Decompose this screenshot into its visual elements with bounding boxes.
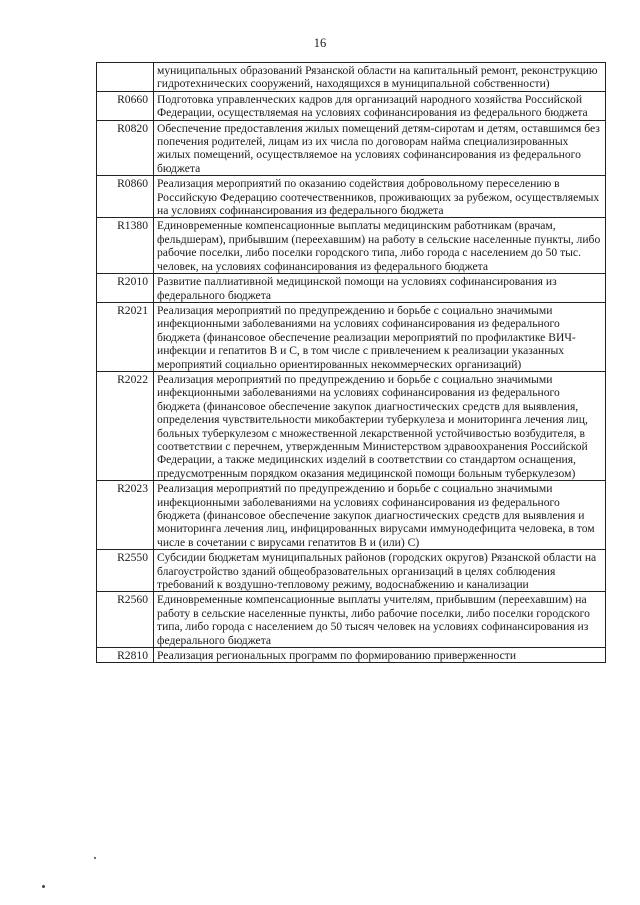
row-description: Реализация мероприятий по предупреждению и борьбе с социально значимыми инфекционными заболеваниями на условиях софинансирования из федерального бюджета (финансовое обеспечение закупок диагностических средств для выявления и мониторинга лечения лиц, инфицированных вирусами иммунодефицита человека, в том числе в сочетании с вирусами гепатитов В и (или) С) bbox=[154, 481, 606, 550]
table-row bbox=[97, 218, 606, 274]
row-code: R2021 bbox=[97, 302, 154, 371]
row-description: Подготовка управленческих кадров для организаций народного хозяйства Российской Федерации, осуществляемая на условиях софинансирования из федерального бюджета bbox=[154, 91, 606, 120]
table-row bbox=[97, 274, 606, 303]
row-code: R2022 bbox=[97, 371, 154, 480]
row-code: R0860 bbox=[97, 176, 154, 218]
row-description: Единовременные компенсационные выплаты медицинским работникам (врачам, фельдшерам), прибывшим (переехавшим) на работу в сельские населенные пункты, либо рабочие поселки, либо поселки городского типа, либо города с населением до 50 тыс. человек, на условиях софинансирования из федерального бюджета bbox=[154, 218, 606, 274]
table-row bbox=[97, 91, 606, 120]
row-code: R2023 bbox=[97, 481, 154, 550]
scan-speck bbox=[94, 857, 96, 859]
row-description: Реализация региональных программ по формированию приверженности bbox=[154, 648, 606, 663]
table-row bbox=[97, 120, 606, 176]
table-row bbox=[97, 592, 606, 648]
row-description: муниципальных образований Рязанской области на капитальный ремонт, реконструкцию гидротехнических сооружений, находящихся в муниципальной собственности) bbox=[154, 63, 606, 92]
table-row bbox=[97, 481, 606, 550]
row-code: R2010 bbox=[97, 274, 154, 303]
table-row bbox=[97, 63, 606, 92]
row-description: Реализация мероприятий по предупреждению и борьбе с социально значимыми инфекционными заболеваниями на условиях софинансирования из федерального бюджета (финансовое обеспечение закупок диагностических средств для выявления, определения чувствительности микобактерии туберкулеза и мониторинга лечения лиц, больных туберкулезом с множественной лекарственной устойчивостью возбудителя, в соответствии с перечнем, утвержденным Министерством здравоохранения Российской Федерации, а также медицинских изделий в соответствии со стандартом оснащения, предусмотренным порядком оказания медицинской помощи больным туберкулезом) bbox=[154, 371, 606, 480]
scan-speck bbox=[42, 885, 45, 888]
row-code: R2560 bbox=[97, 592, 154, 648]
table-row bbox=[97, 371, 606, 480]
row-description: Реализация мероприятий по оказанию содействия добровольному переселению в Российскую Федерацию соотечественников, проживающих за рубежом, осуществляемых на условиях софинансирования из федерального бюджета bbox=[154, 176, 606, 218]
row-description: Развитие паллиативной медицинской помощи на условиях софинансирования из федерального бюджета bbox=[154, 274, 606, 303]
row-code: R2810 bbox=[97, 648, 154, 663]
row-description: Обеспечение предоставления жилых помещений детям-сиротам и детям, оставшимся без попечения родителей, лицам из их числа по договорам найма специализированных жилых помещений, осуществляемое на условиях софинансирования из федерального бюджета bbox=[154, 120, 606, 176]
row-code: R0820 bbox=[97, 120, 154, 176]
row-description: Единовременные компенсационные выплаты учителям, прибывшим (переехавшим) на работу в сельские населенные пункты, либо рабочие поселки, либо поселки городского типа, либо города с населением до 50 тысяч человек на условиях софинансирования из федерального бюджета bbox=[154, 592, 606, 648]
table-row bbox=[97, 176, 606, 218]
row-description: Реализация мероприятий по предупреждению и борьбе с социально значимыми инфекционными заболеваниями на условиях софинансирования из федерального бюджета (финансовое обеспечение реализации мероприятий по профилактике ВИЧ-инфекции и гепатитов В и С, в том числе с привлечением к реализации указанных мероприятий социально ориентированных некоммерческих организаций) bbox=[154, 302, 606, 371]
row-code: R2550 bbox=[97, 550, 154, 592]
table-row bbox=[97, 550, 606, 592]
page-number: 16 bbox=[313, 36, 327, 50]
row-description: Субсидии бюджетам муниципальных районов (городских округов) Рязанской области на благоустройство зданий общеобразовательных организаций в целях соблюдения требований к воздушно-тепловому режиму, водоснабжению и канализации bbox=[154, 550, 606, 592]
table-body bbox=[97, 63, 606, 663]
row-code: R1380 bbox=[97, 218, 154, 274]
table-row bbox=[97, 302, 606, 371]
budget-codes-table bbox=[96, 62, 606, 663]
table-row bbox=[97, 648, 606, 663]
row-code bbox=[97, 63, 154, 92]
row-code: R0660 bbox=[97, 91, 154, 120]
